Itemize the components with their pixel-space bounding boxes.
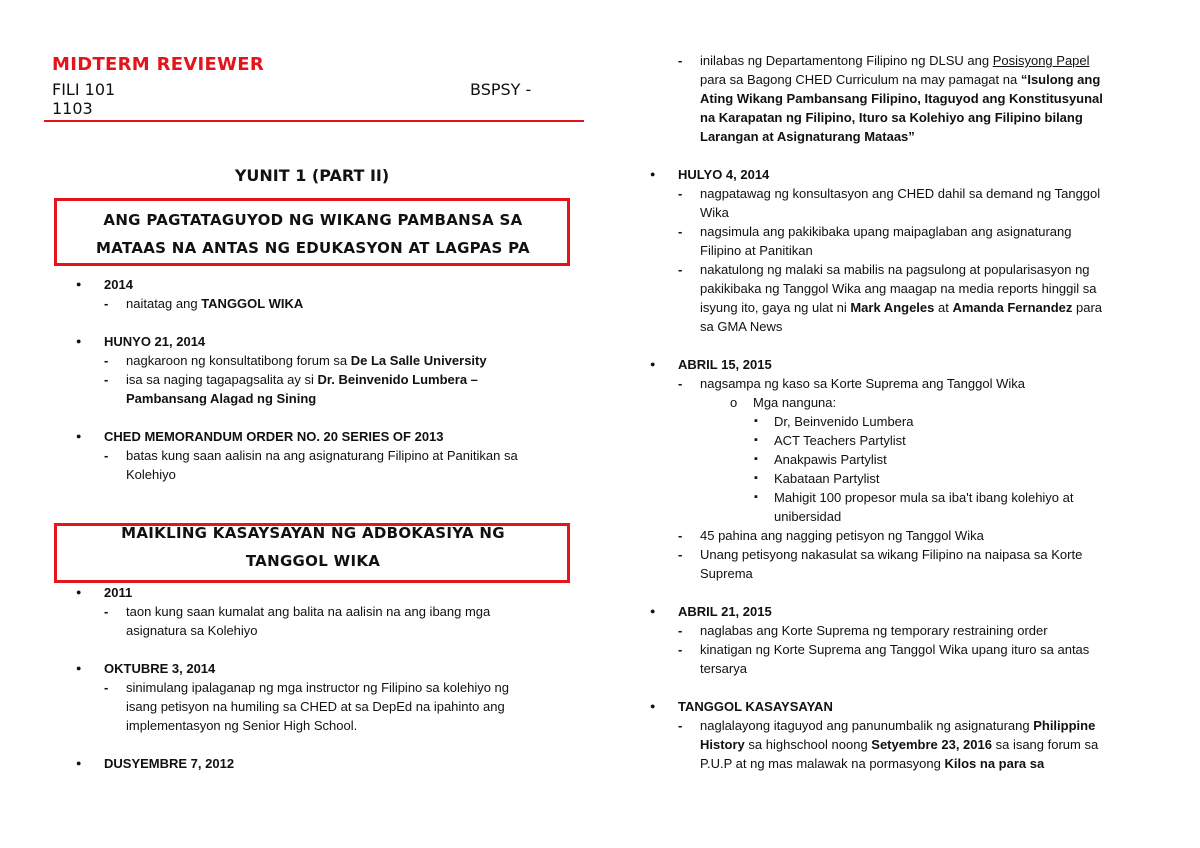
right-column <box>650 51 1150 773</box>
sub-list-heading: o Mga nanguna: <box>650 393 1150 412</box>
detail-text: at <box>934 300 953 315</box>
heading-box-1-line2: MATAAS NA ANTAS NG EDUKASYON AT LAGPAS PA <box>96 239 530 257</box>
detail-text: Mahigit 100 propesor mula sa iba't ibang kolehiyo at <box>774 490 1074 505</box>
heading-box-2-line2: TANGGOL WIKA <box>245 552 381 570</box>
event-heading: ● DUSYEMBRE 7, 2012 <box>76 754 576 773</box>
detail-text: unibersidad <box>774 509 842 524</box>
section-code-continued: 1103 <box>52 99 93 118</box>
detail-emphasis: Setyembre 23, 2016 <box>871 737 992 752</box>
left-column-upper <box>76 275 576 484</box>
detail-text: nagpatawag ng konsultasyon ang CHED dahil sa demand ng Tanggol <box>700 186 1101 201</box>
detail-emphasis: Mark Angeles <box>850 300 935 315</box>
detail-text: Kolehiyo <box>126 467 176 482</box>
detail-emphasis: na Karapatan ng Filipino, Ituro sa Kolehiyo ang Filipino bilang <box>700 110 1083 125</box>
course-code <box>52 80 115 118</box>
detail-emphasis: Dr. Beinvenido Lumbera – <box>317 372 478 387</box>
detail-text: batas kung saan aalisin na ang asignaturang Filipino at Panitikan sa <box>126 448 518 463</box>
detail-text: sinimulang ipalaganap ng mga instructor ng Filipino sa kolehiyo ng <box>126 680 510 695</box>
event-detail <box>650 640 1150 678</box>
event-detail <box>650 260 1150 336</box>
event-detail: - nagsampa ng kaso sa Korte Suprema ang Tanggol Wika <box>650 374 1150 393</box>
detail-text: inilabas ng Departamentong Filipino ng DLSU ang <box>700 53 993 68</box>
event-heading: ● ABRIL 15, 2015 <box>650 355 1150 374</box>
list-item: ▪ Kabataan Partylist <box>650 469 1150 488</box>
event-heading: ● HULYO 4, 2014 <box>650 165 1150 184</box>
detail-text: sa highschool noong <box>744 737 872 752</box>
event-detail <box>650 545 1150 583</box>
detail-text: asignatura sa Kolehiyo <box>126 623 258 638</box>
detail-text: P.U.P at ng mas malawak na pormasyong <box>700 756 945 771</box>
detail-text: Wika <box>700 205 729 220</box>
detail-text: isang petisyon na humiling sa CHED at sa DepEd na ipahinto ang <box>126 699 505 714</box>
event-heading: ● TANGGOL KASAYSAYAN <box>650 697 1150 716</box>
detail-text: sa GMA News <box>700 319 783 334</box>
header-divider <box>44 120 584 122</box>
detail-emphasis: Kilos na para sa <box>944 756 1045 771</box>
course-code-text: FILI 101 <box>52 80 116 99</box>
detail-emphasis: De La Salle University <box>350 353 487 368</box>
detail-text: sa isang forum sa <box>991 737 1099 752</box>
event-detail: - 45 pahina ang nagging petisyon ng Tanggol Wika <box>650 526 1150 545</box>
event-detail <box>650 51 1150 146</box>
document-title: MIDTERM REVIEWER <box>52 54 265 75</box>
event-detail <box>76 678 576 735</box>
detail-text: Suprema <box>700 566 753 581</box>
event-heading: ● OKTUBRE 3, 2014 <box>76 659 576 678</box>
event-heading: ● CHED MEMORANDUM ORDER NO. 20 SERIES OF 2013 <box>76 427 576 446</box>
event-heading: ● 2011 <box>76 583 576 602</box>
detail-text: implementasyon ng Senior High School. <box>126 718 358 733</box>
event-detail <box>650 222 1150 260</box>
event-heading: ● ABRIL 21, 2015 <box>650 602 1150 621</box>
heading-box-2-line1: MAIKLING KASAYSAYAN NG ADBOKASIYA NG <box>121 524 505 542</box>
event-detail <box>650 716 1150 773</box>
event-heading: ● 2014 <box>76 275 576 294</box>
event-detail <box>76 602 576 640</box>
detail-text: naglalayong itaguyod ang panunumbalik ng asignaturang <box>700 718 1034 733</box>
heading-box-1-line1: ANG PAGTATAGUYOD NG WIKANG PAMBANSA SA <box>103 211 523 229</box>
detail-text: pakikibaka ng Tanggol Wika ang maagap na media reports hinggil sa <box>700 281 1097 296</box>
detail-emphasis: Philippine <box>1033 718 1096 733</box>
event-detail <box>76 446 576 484</box>
detail-emphasis: TANGGOL WIKA <box>201 296 304 311</box>
event-detail <box>76 294 576 313</box>
detail-text: para <box>1072 300 1103 315</box>
detail-emphasis: Ating Wikang Pambansang Filipino, Itaguyod ang Konstitusyunal <box>700 91 1103 106</box>
detail-text: Filipino at Panitikan <box>700 243 813 258</box>
detail-emphasis: Larangan at Asignaturang Mataas” <box>700 129 915 144</box>
detail-text: isyung ito, gaya ng ulat ni <box>700 300 851 315</box>
detail-text: isa sa naging tagapagsalita ay si <box>126 372 318 387</box>
event-detail: - naglabas ang Korte Suprema ng temporary restraining order <box>650 621 1150 640</box>
section-code: BSPSY - <box>470 80 532 99</box>
detail-emphasis: Amanda Fernandez <box>952 300 1073 315</box>
detail-text: nagsimula ang pakikibaka upang maipaglaban ang asignaturang <box>700 224 1072 239</box>
event-detail <box>650 184 1150 222</box>
heading-box-1-text <box>60 206 566 262</box>
detail-text: taon kung saan kumalat ang balita na aalisin na ang ibang mga <box>126 604 491 619</box>
event-heading: ● HUNYO 21, 2014 <box>76 332 576 351</box>
detail-text: nagkaroon ng konsultatibong forum sa <box>126 353 351 368</box>
event-detail <box>76 351 576 370</box>
detail-text: para sa Bagong CHED Curriculum na may pamagat na <box>700 72 1021 87</box>
unit-title: YUNIT 1 (PART II) <box>234 166 390 185</box>
detail-text: Unang petisyong nakasulat sa wikang Filipino na naipasa sa Korte <box>700 547 1083 562</box>
detail-underlined: Posisyong Papel <box>992 53 1090 68</box>
event-detail <box>76 370 576 408</box>
detail-emphasis: “Isulong ang <box>1020 72 1101 87</box>
list-item: ▪ Dr, Beinvenido Lumbera <box>650 412 1150 431</box>
detail-text: naitatag ang <box>126 296 202 311</box>
list-item: ▪ ACT Teachers Partylist <box>650 431 1150 450</box>
left-column-lower <box>76 583 576 773</box>
heading-box-2-text <box>60 519 566 575</box>
list-item: ▪ Anakpawis Partylist <box>650 450 1150 469</box>
detail-text: nakatulong ng malaki sa mabilis na pagsulong at popularisasyon ng <box>700 262 1090 277</box>
detail-emphasis: History <box>700 737 745 752</box>
detail-emphasis: Pambansang Alagad ng Sining <box>126 391 317 406</box>
detail-text: tersarya <box>700 661 747 676</box>
detail-text: kinatigan ng Korte Suprema ang Tanggol Wika upang ituro sa antas <box>700 642 1090 657</box>
list-item <box>650 488 1150 526</box>
